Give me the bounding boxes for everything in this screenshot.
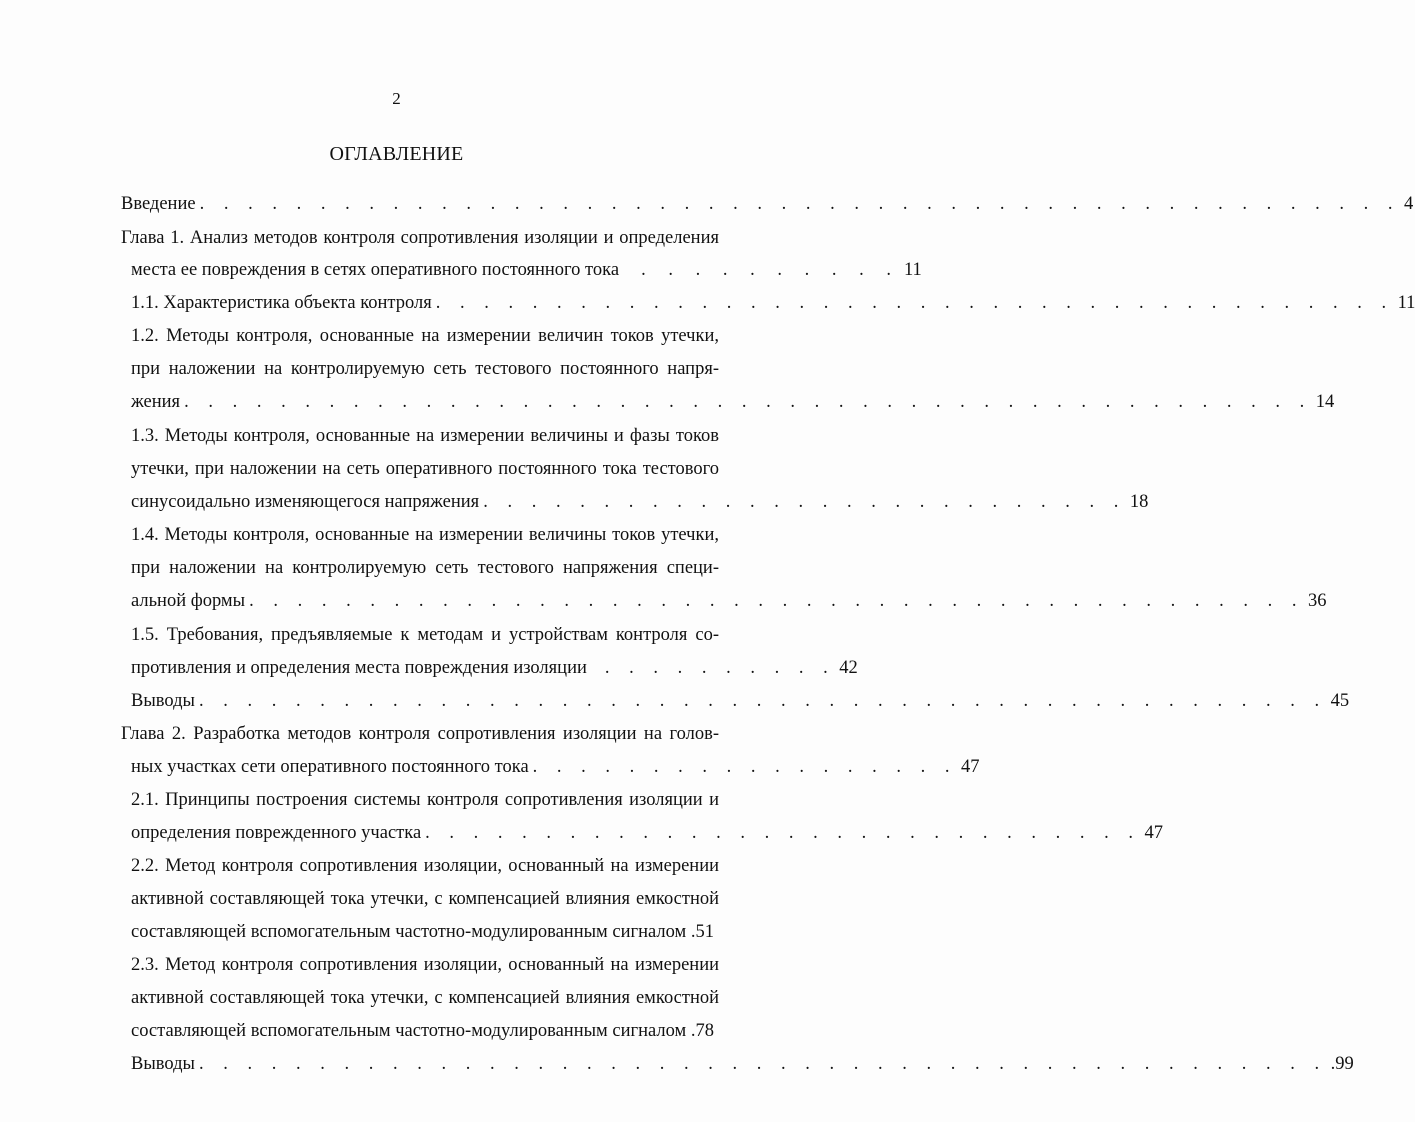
- toc-page-number: 42: [839, 658, 858, 678]
- toc-entry-1-4-cont: при наложении на контролируемую сеть тестового напряжения специ-: [131, 558, 719, 578]
- toc-entry-title: определения поврежденного участка: [131, 823, 422, 843]
- toc-entry-1-2-cont: при наложении на контролируемую сеть тестового постоянного напря-: [131, 359, 719, 379]
- toc-entry-1-2-end: [131, 390, 1335, 414]
- toc-entry-conclusions-2: [131, 1052, 1354, 1076]
- toc-entry-2-1: 2.1. Принципы построения системы контроля сопротивления изоляции и: [131, 790, 719, 810]
- toc-entry-title: места ее повреждения в сетях оперативного постоянного тока: [131, 260, 620, 280]
- toc-entry-1-3-end: [131, 490, 1149, 514]
- toc-entry-title: жения: [131, 392, 181, 412]
- leader-dots: . . . . . . . . . . . . . . . . . . . . . . . . . . . . . . . . . . . . . . . . . . . . . . . . . .: [199, 194, 1400, 214]
- toc-entry-2-2-end: [131, 920, 714, 944]
- toc-page-number: 47: [1144, 823, 1164, 843]
- toc-entry-1-1: [131, 291, 1415, 315]
- toc-page-number: 18: [1129, 492, 1149, 512]
- toc-page-number: 45: [1330, 691, 1350, 711]
- toc-entry-title: Введение: [121, 194, 196, 214]
- leader-dots: . . . . . . . . . .: [641, 260, 900, 280]
- leader-dots: . . . . . . . . . . . . . . . . . . . . . . . . . . . . . . . . . . . . . . . .: [435, 293, 1394, 313]
- toc-entry-1-3-cont: утечки, при наложении на сеть оперативного постоянного тока тестового: [131, 459, 719, 479]
- toc-entry-1-5: 1.5. Требования, предъявляемые к методам и устройствам контроля со-: [131, 625, 719, 645]
- toc-entry-1-2: 1.2. Методы контроля, основанные на измерении величин токов утечки,: [131, 326, 719, 346]
- toc-entry-2-3-cont: активной составляющей тока утечки, с компенсацией влияния емкостной: [131, 988, 719, 1008]
- toc-entry-title: Выводы: [131, 1054, 195, 1074]
- toc-entry-2-2: 2.2. Метод контроля сопротивления изоляции, основанный на измерении: [131, 856, 719, 876]
- leader-dots: . . . . . . . . . . . . . . . . . . . . . . . . . . . . . .: [425, 823, 1141, 843]
- leader-dots: . . . . . . . . . . . . . . . . . . . . . . . . . . . . . . . . . . . . . . . . . . . .: [249, 591, 1304, 611]
- toc-page-number: 11: [903, 260, 922, 280]
- toc-page-number: .99: [1330, 1054, 1354, 1074]
- leader-dots: . . . . . . . . . . . . . . . . . . . . . . . . . . . . . . . . . . . . . . . . . . . . . . .: [198, 1054, 1327, 1074]
- toc-entry-title: синусоидально изменяющегося напряжения: [131, 492, 480, 512]
- toc-entry-1-5-end: [131, 656, 858, 680]
- toc-entry-2-2-cont: активной составляющей тока утечки, с компенсацией влияния емкостной: [131, 889, 719, 909]
- leader-dots: . . . . . . . . . . . . . . . . . . . . . . . . . . . . . . . . . . . . . . . . . . . . . . .: [184, 392, 1312, 412]
- toc-entry-chapter-1: Глава 1. Анализ методов контроля сопротивления изоляции и определения: [121, 228, 719, 248]
- toc-entry-chapter-2-cont: [131, 755, 980, 779]
- toc-entry-2-3-end: [131, 1019, 714, 1043]
- page-title: ОГЛАВЛЕНИЕ: [329, 143, 464, 165]
- toc-page-number: 47: [961, 757, 980, 777]
- toc-entry-title: 1.1. Характеристика объекта контроля: [131, 293, 432, 313]
- toc-page-number: 14: [1315, 392, 1335, 412]
- toc-entry-title: ных участках сети оперативного постоянного тока: [131, 757, 529, 777]
- toc-entry-1-4: 1.4. Методы контроля, основанные на измерении величины токов утечки,: [131, 525, 719, 545]
- toc-entry-title: составляющей вспомогательным частотно-модулированным сигналом: [131, 922, 687, 942]
- toc-page-number: 4: [1403, 194, 1414, 214]
- toc-page-number: 36: [1307, 591, 1327, 611]
- toc-page-number: .51: [690, 922, 714, 942]
- leader-dots: . . . . . . . . . . . . . . . . . . . . . . . . . . . . . . . . . . . . . . . . . . . . . . .: [198, 691, 1327, 711]
- toc-entry-2-1-end: [131, 821, 1164, 845]
- toc-entry-title: альной формы: [131, 591, 246, 611]
- toc-entry-title: составляющей вспомогательным частотно-модулированным сигналом: [131, 1021, 687, 1041]
- toc-entry-conclusions-1: [131, 689, 1350, 713]
- leader-dots: . . . . . . . . . . . . . . . . . .: [532, 757, 958, 777]
- toc-page-number: .78: [690, 1021, 714, 1041]
- toc-entry-1-4-end: [131, 589, 1327, 613]
- toc-entry-intro: [121, 192, 1414, 216]
- toc-entry-2-3: 2.3. Метод контроля сопротивления изоляции, основанный на измерении: [131, 955, 719, 975]
- leader-dots: . . . . . . . . . . . . . . . . . . . . . . . . . . .: [483, 492, 1126, 512]
- toc-entry-chapter-2: Глава 2. Разработка методов контроля сопротивления изоляции на голов-: [121, 724, 719, 744]
- toc-entry-title: противления и определения места повреждения изоляции: [131, 658, 587, 678]
- toc-entry-title: Выводы: [131, 691, 195, 711]
- toc-entry-1-3: 1.3. Методы контроля, основанные на измерении величины и фазы токов: [131, 426, 719, 446]
- toc-entry-chapter-1-cont: [131, 258, 922, 282]
- leader-dots: . . . . . . . . . .: [604, 658, 836, 678]
- page-number: 2: [392, 89, 401, 108]
- toc-page-number: 11: [1397, 293, 1415, 313]
